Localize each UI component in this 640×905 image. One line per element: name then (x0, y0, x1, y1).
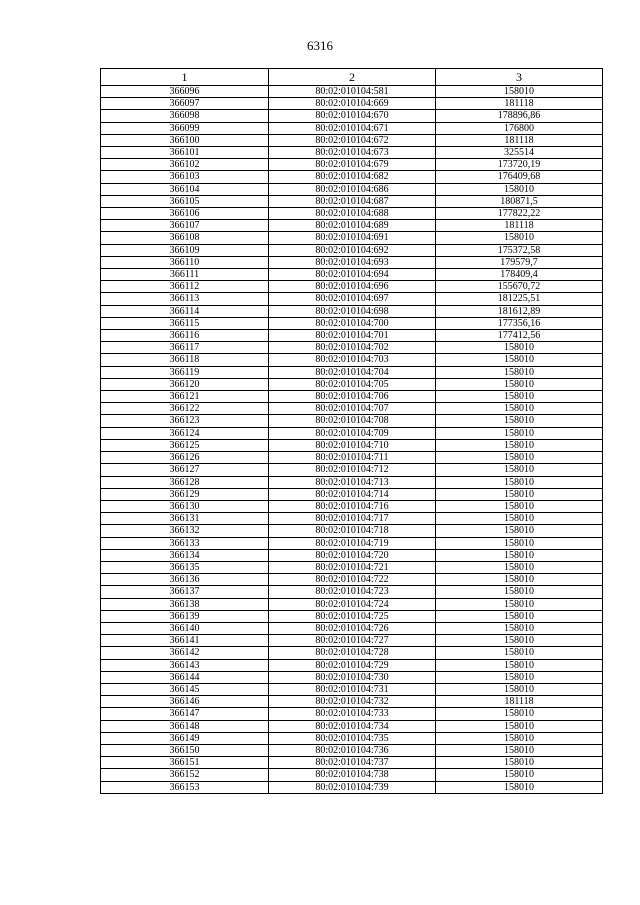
table-row (101, 696, 603, 708)
record-number-cell: 366135 (101, 561, 269, 573)
data-table (100, 68, 603, 794)
cadastral-number-cell: 80:02:010104:731 (269, 683, 436, 695)
record-number-cell: 366145 (101, 683, 269, 695)
record-number-cell: 366132 (101, 525, 269, 537)
table-row (101, 391, 603, 403)
value-cell: 158010 (436, 708, 603, 720)
cadastral-number-cell: 80:02:010104:724 (269, 598, 436, 610)
cadastral-number-cell: 80:02:010104:723 (269, 586, 436, 598)
value-cell: 158010 (436, 354, 603, 366)
value-cell: 181118 (436, 696, 603, 708)
record-number-cell: 366126 (101, 452, 269, 464)
cadastral-number-cell: 80:02:010104:714 (269, 488, 436, 500)
value-cell: 181118 (436, 98, 603, 110)
table-row (101, 561, 603, 573)
value-cell: 158010 (436, 769, 603, 781)
value-cell: 181118 (436, 134, 603, 146)
table-row (101, 427, 603, 439)
cadastral-number-cell: 80:02:010104:672 (269, 134, 436, 146)
record-number-cell: 366146 (101, 696, 269, 708)
cadastral-number-cell: 80:02:010104:718 (269, 525, 436, 537)
record-number-cell: 366101 (101, 147, 269, 159)
record-number-cell: 366109 (101, 244, 269, 256)
table-row (101, 744, 603, 756)
record-number-cell: 366147 (101, 708, 269, 720)
cadastral-number-cell: 80:02:010104:736 (269, 744, 436, 756)
table-row (101, 171, 603, 183)
cadastral-number-cell: 80:02:010104:687 (269, 195, 436, 207)
value-cell: 158010 (436, 464, 603, 476)
table-row (101, 781, 603, 793)
table-row (101, 635, 603, 647)
record-number-cell: 366105 (101, 195, 269, 207)
table-row (101, 281, 603, 293)
value-cell: 180871,5 (436, 195, 603, 207)
table-row (101, 537, 603, 549)
value-cell: 173720,19 (436, 159, 603, 171)
cadastral-number-cell: 80:02:010104:728 (269, 647, 436, 659)
value-cell: 158010 (436, 622, 603, 634)
cadastral-number-cell: 80:02:010104:679 (269, 159, 436, 171)
table-row (101, 439, 603, 451)
record-number-cell: 366113 (101, 293, 269, 305)
value-cell: 158010 (436, 574, 603, 586)
table-row (101, 354, 603, 366)
record-number-cell: 366149 (101, 732, 269, 744)
cadastral-number-cell: 80:02:010104:720 (269, 549, 436, 561)
record-number-cell: 366108 (101, 232, 269, 244)
value-cell: 176409,68 (436, 171, 603, 183)
value-cell: 155670,72 (436, 281, 603, 293)
cadastral-number-cell: 80:02:010104:581 (269, 86, 436, 98)
table-row (101, 610, 603, 622)
value-cell: 158010 (436, 757, 603, 769)
cadastral-number-cell: 80:02:010104:719 (269, 537, 436, 549)
record-number-cell: 366134 (101, 549, 269, 561)
table-row (101, 98, 603, 110)
value-cell: 177412,56 (436, 330, 603, 342)
value-cell: 158010 (436, 561, 603, 573)
table-row (101, 452, 603, 464)
record-number-cell: 366150 (101, 744, 269, 756)
record-number-cell: 366133 (101, 537, 269, 549)
table-row (101, 366, 603, 378)
table-row (101, 110, 603, 122)
table-row (101, 159, 603, 171)
record-number-cell: 366137 (101, 586, 269, 598)
value-cell: 177356,16 (436, 317, 603, 329)
table-header (101, 69, 603, 86)
cadastral-number-cell: 80:02:010104:727 (269, 635, 436, 647)
cadastral-number-cell: 80:02:010104:722 (269, 574, 436, 586)
record-number-cell: 366142 (101, 647, 269, 659)
value-cell: 158010 (436, 342, 603, 354)
record-number-cell: 366106 (101, 208, 269, 220)
cadastral-number-cell: 80:02:010104:733 (269, 708, 436, 720)
record-number-cell: 366152 (101, 769, 269, 781)
table-row (101, 269, 603, 281)
record-number-cell: 366125 (101, 439, 269, 451)
value-cell: 181225,51 (436, 293, 603, 305)
record-number-cell: 366124 (101, 427, 269, 439)
table-row (101, 647, 603, 659)
record-number-cell: 366122 (101, 403, 269, 415)
record-number-cell: 366138 (101, 598, 269, 610)
value-cell: 158010 (436, 549, 603, 561)
cadastral-number-cell: 80:02:010104:691 (269, 232, 436, 244)
cadastral-number-cell: 80:02:010104:725 (269, 610, 436, 622)
cadastral-number-cell: 80:02:010104:702 (269, 342, 436, 354)
table-row (101, 757, 603, 769)
cadastral-number-cell: 80:02:010104:692 (269, 244, 436, 256)
value-cell: 158010 (436, 732, 603, 744)
cadastral-number-cell: 80:02:010104:686 (269, 183, 436, 195)
cadastral-number-cell: 80:02:010104:704 (269, 366, 436, 378)
cadastral-number-cell: 80:02:010104:697 (269, 293, 436, 305)
value-cell: 158010 (436, 476, 603, 488)
cadastral-number-cell: 80:02:010104:696 (269, 281, 436, 293)
value-cell: 158010 (436, 671, 603, 683)
table-row (101, 586, 603, 598)
record-number-cell: 366151 (101, 757, 269, 769)
record-number-cell: 366128 (101, 476, 269, 488)
table-row (101, 147, 603, 159)
value-cell: 158010 (436, 635, 603, 647)
record-number-cell: 366148 (101, 720, 269, 732)
record-number-cell: 366107 (101, 220, 269, 232)
table-row (101, 220, 603, 232)
cadastral-number-cell: 80:02:010104:700 (269, 317, 436, 329)
record-number-cell: 366127 (101, 464, 269, 476)
table-row (101, 574, 603, 586)
table-row (101, 183, 603, 195)
value-cell: 181612,89 (436, 305, 603, 317)
value-cell: 158010 (436, 391, 603, 403)
cadastral-number-cell: 80:02:010104:717 (269, 513, 436, 525)
value-cell: 158010 (436, 537, 603, 549)
table-row (101, 244, 603, 256)
record-number-cell: 366103 (101, 171, 269, 183)
table-row (101, 256, 603, 268)
cadastral-number-cell: 80:02:010104:711 (269, 452, 436, 464)
value-cell: 175372,58 (436, 244, 603, 256)
record-number-cell: 366136 (101, 574, 269, 586)
cadastral-number-cell: 80:02:010104:729 (269, 659, 436, 671)
table-row (101, 708, 603, 720)
cadastral-number-cell: 80:02:010104:709 (269, 427, 436, 439)
cadastral-number-cell: 80:02:010104:734 (269, 720, 436, 732)
table-row (101, 86, 603, 98)
table-row (101, 549, 603, 561)
cadastral-number-cell: 80:02:010104:671 (269, 122, 436, 134)
value-cell: 178409,4 (436, 269, 603, 281)
cadastral-number-cell: 80:02:010104:716 (269, 500, 436, 512)
record-number-cell: 366110 (101, 256, 269, 268)
cadastral-number-cell: 80:02:010104:694 (269, 269, 436, 281)
record-number-cell: 366097 (101, 98, 269, 110)
value-cell: 181118 (436, 220, 603, 232)
record-number-cell: 366096 (101, 86, 269, 98)
record-number-cell: 366144 (101, 671, 269, 683)
record-number-cell: 366098 (101, 110, 269, 122)
header-row (101, 69, 603, 86)
cadastral-number-cell: 80:02:010104:673 (269, 147, 436, 159)
value-cell: 178896,86 (436, 110, 603, 122)
table-row (101, 683, 603, 695)
value-cell: 158010 (436, 86, 603, 98)
table-row (101, 378, 603, 390)
cadastral-number-cell: 80:02:010104:730 (269, 671, 436, 683)
cadastral-number-cell: 80:02:010104:713 (269, 476, 436, 488)
table-row (101, 659, 603, 671)
record-number-cell: 366114 (101, 305, 269, 317)
value-cell: 158010 (436, 232, 603, 244)
value-cell: 158010 (436, 720, 603, 732)
record-number-cell: 366104 (101, 183, 269, 195)
record-number-cell: 366119 (101, 366, 269, 378)
page-number: 6316 (307, 38, 333, 53)
table-row (101, 122, 603, 134)
table-row (101, 403, 603, 415)
table-row (101, 500, 603, 512)
table-row (101, 513, 603, 525)
table-body (101, 86, 603, 794)
record-number-cell: 366100 (101, 134, 269, 146)
record-number-cell: 366115 (101, 317, 269, 329)
value-cell: 177822,22 (436, 208, 603, 220)
cadastral-number-cell: 80:02:010104:688 (269, 208, 436, 220)
value-cell: 158010 (436, 452, 603, 464)
cadastral-number-cell: 80:02:010104:738 (269, 769, 436, 781)
record-number-cell: 366111 (101, 269, 269, 281)
table-row (101, 622, 603, 634)
table-row (101, 720, 603, 732)
table-row (101, 342, 603, 354)
cadastral-number-cell: 80:02:010104:689 (269, 220, 436, 232)
record-number-cell: 366112 (101, 281, 269, 293)
record-number-cell: 366116 (101, 330, 269, 342)
value-cell: 158010 (436, 415, 603, 427)
cadastral-number-cell: 80:02:010104:707 (269, 403, 436, 415)
table-row (101, 598, 603, 610)
record-number-cell: 366102 (101, 159, 269, 171)
cadastral-number-cell: 80:02:010104:698 (269, 305, 436, 317)
value-cell: 158010 (436, 781, 603, 793)
value-cell: 158010 (436, 427, 603, 439)
table-row (101, 317, 603, 329)
table-row (101, 525, 603, 537)
column-header-2: 2 (269, 69, 436, 86)
cadastral-number-cell: 80:02:010104:701 (269, 330, 436, 342)
table-row (101, 195, 603, 207)
record-number-cell: 366140 (101, 622, 269, 634)
value-cell: 158010 (436, 610, 603, 622)
value-cell: 158010 (436, 403, 603, 415)
cadastral-number-cell: 80:02:010104:721 (269, 561, 436, 573)
record-number-cell: 366117 (101, 342, 269, 354)
record-number-cell: 366099 (101, 122, 269, 134)
value-cell: 158010 (436, 513, 603, 525)
table-row (101, 415, 603, 427)
value-cell: 158010 (436, 488, 603, 500)
record-number-cell: 366139 (101, 610, 269, 622)
table-row (101, 208, 603, 220)
table-row (101, 134, 603, 146)
cadastral-number-cell: 80:02:010104:682 (269, 171, 436, 183)
record-number-cell: 366121 (101, 391, 269, 403)
value-cell: 158010 (436, 586, 603, 598)
record-number-cell: 366143 (101, 659, 269, 671)
value-cell: 158010 (436, 744, 603, 756)
cadastral-number-cell: 80:02:010104:670 (269, 110, 436, 122)
table-row (101, 671, 603, 683)
value-cell: 158010 (436, 659, 603, 671)
cadastral-number-cell: 80:02:010104:712 (269, 464, 436, 476)
table-row (101, 293, 603, 305)
record-number-cell: 366131 (101, 513, 269, 525)
value-cell: 158010 (436, 683, 603, 695)
table-row (101, 476, 603, 488)
record-number-cell: 366123 (101, 415, 269, 427)
cadastral-number-cell: 80:02:010104:693 (269, 256, 436, 268)
cadastral-number-cell: 80:02:010104:705 (269, 378, 436, 390)
table-row (101, 769, 603, 781)
record-number-cell: 366153 (101, 781, 269, 793)
table-row (101, 488, 603, 500)
cadastral-number-cell: 80:02:010104:669 (269, 98, 436, 110)
cadastral-number-cell: 80:02:010104:737 (269, 757, 436, 769)
column-header-3: 3 (436, 69, 603, 86)
cadastral-number-cell: 80:02:010104:732 (269, 696, 436, 708)
value-cell: 158010 (436, 439, 603, 451)
value-cell: 158010 (436, 500, 603, 512)
table-row (101, 232, 603, 244)
value-cell: 179579,7 (436, 256, 603, 268)
cadastral-number-cell: 80:02:010104:735 (269, 732, 436, 744)
cadastral-number-cell: 80:02:010104:726 (269, 622, 436, 634)
record-number-cell: 366118 (101, 354, 269, 366)
value-cell: 325514 (436, 147, 603, 159)
table-row (101, 732, 603, 744)
column-header-1: 1 (101, 69, 269, 86)
value-cell: 158010 (436, 598, 603, 610)
record-number-cell: 366120 (101, 378, 269, 390)
value-cell: 158010 (436, 366, 603, 378)
record-number-cell: 366130 (101, 500, 269, 512)
cadastral-number-cell: 80:02:010104:703 (269, 354, 436, 366)
value-cell: 158010 (436, 378, 603, 390)
cadastral-number-cell: 80:02:010104:708 (269, 415, 436, 427)
cadastral-number-cell: 80:02:010104:739 (269, 781, 436, 793)
value-cell: 176800 (436, 122, 603, 134)
value-cell: 158010 (436, 183, 603, 195)
record-number-cell: 366129 (101, 488, 269, 500)
cadastral-number-cell: 80:02:010104:706 (269, 391, 436, 403)
table-row (101, 330, 603, 342)
cadastral-number-cell: 80:02:010104:710 (269, 439, 436, 451)
value-cell: 158010 (436, 525, 603, 537)
table-row (101, 464, 603, 476)
record-number-cell: 366141 (101, 635, 269, 647)
value-cell: 158010 (436, 647, 603, 659)
table-row (101, 305, 603, 317)
